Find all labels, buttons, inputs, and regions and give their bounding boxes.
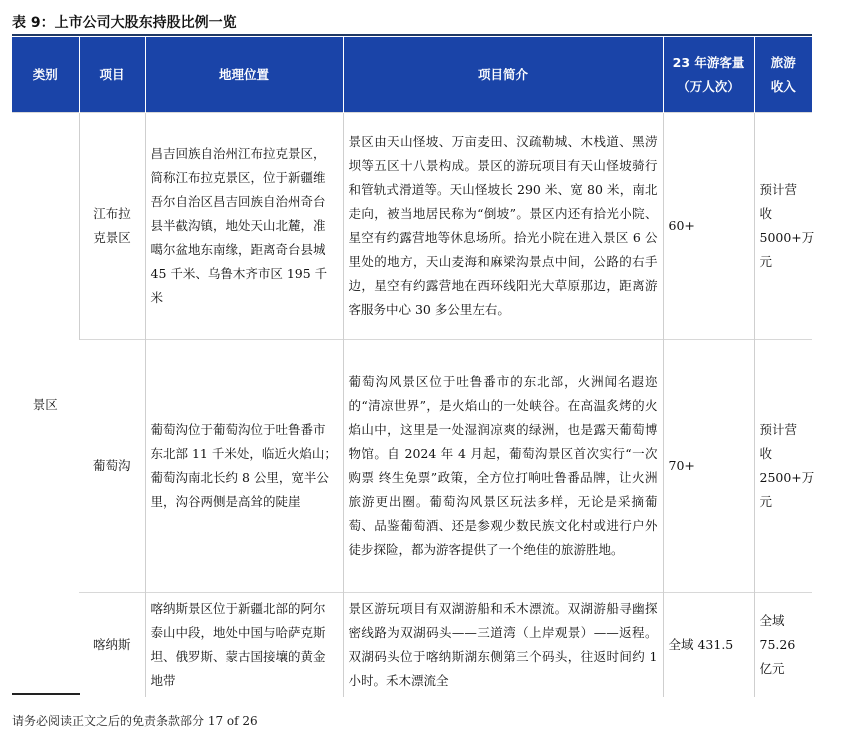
header-income: 旅游收入 (754, 37, 812, 113)
table-title: 表 9：上市公司大股东持股比例一览 (12, 15, 237, 31)
location-cell: 昌吉回族自治州江布拉克景区，简称江布拉克景区，位于新疆维吾尔自治区昌吉回族自治州奇台县半截沟镇，地处天山北麓，准噶尔盆地东南缘，距离奇台县城 45 千米、乌鲁木齐市区 195 千米 (145, 113, 343, 340)
scenic-spot-table (12, 37, 815, 697)
visitors-cell: 70+ (663, 340, 754, 593)
table-row (12, 113, 812, 340)
footnote-rule (12, 693, 80, 695)
header-intro: 项目简介 (343, 37, 663, 113)
page-footer: 请务必阅读正文之后的免责条款部分 17 of 26 (12, 714, 258, 728)
project-name: 喀纳斯 (79, 593, 145, 698)
location-cell: 葡萄沟位于葡萄沟位于吐鲁番市东北部 11 千米处，临近火焰山；葡萄沟南北长约 8 公里，宽半公里，沟谷两侧是高耸的陡崖 (145, 340, 343, 593)
visitors-cell: 全域 431.5 (663, 593, 754, 698)
header-category: 类别 (12, 37, 79, 113)
project-name: 葡萄沟 (79, 340, 145, 593)
income-cell: 预计营收5000+万元 (754, 113, 812, 340)
intro-cell: 景区游玩项目有双湖游船和禾木漂流。双湖游船寻幽探密线路为双湖码头——三道湾（上岸观景）——返程。双湖码头位于喀纳斯湖东侧第三个码头，往返时间约 1 小时。禾木漂流全 (343, 593, 663, 698)
header-location: 地理位置 (145, 37, 343, 113)
title-rule (12, 34, 812, 36)
intro-cell: 葡萄沟风景区位于吐鲁番市的东北部，火洲闻名遐迩的“清凉世界”，是火焰山的一处峡谷。在高温炙烤的火焰山中，这里是一处湿润凉爽的绿洲，也是露天葡萄博物馆。自 2024 年 4 月起，葡萄沟景区首次实行“一次购票 终生免票”政策，全方位打响吐鲁番品牌，让火洲旅游更出圈。葡萄沟风景区玩法多样，无论是采摘葡萄、品鉴葡萄酒、还是参观少数民族文化村或进行户外徒步探险，都为游客提供了一个绝佳的旅游胜地。 (343, 340, 663, 593)
project-name: 江布拉克景区 (79, 113, 145, 340)
intro-cell: 景区由天山怪坡、万亩麦田、汉疏勒城、木栈道、黑涝坝等五区十八景构成。景区的游玩项目有天山怪坡骑行和管轨式滑道等。天山怪坡长 290 米、宽 80 米，南北走向，被当地居民称为“倒坡”。景区内还有拾光小院、星空有约露营地等休息场所。拾光小院在进入景区 6 公里处的地方，天山麦海和麻梁沟景点中间，公路的右手边，星空有约露营地在西环线阳光大草原那边，距离游客服务中心 30 多公里左右。 (343, 113, 663, 340)
income-cell: 全域75.26亿元 (754, 593, 812, 698)
visitors-cell: 60+ (663, 113, 754, 340)
category-cell: 景区 (12, 113, 79, 698)
location-cell: 喀纳斯景区位于新疆北部的阿尔泰山中段，地处中国与哈萨克斯坦、俄罗斯、蒙古国接壤的黄金地带 (145, 593, 343, 698)
table-header-row (12, 37, 812, 113)
income-cell: 预计营收2500+万元 (754, 340, 812, 593)
header-project: 项目 (79, 37, 145, 113)
table-row (12, 593, 812, 698)
table-row (12, 340, 812, 593)
header-visitors: 23 年游客量（万人次） (663, 37, 754, 113)
